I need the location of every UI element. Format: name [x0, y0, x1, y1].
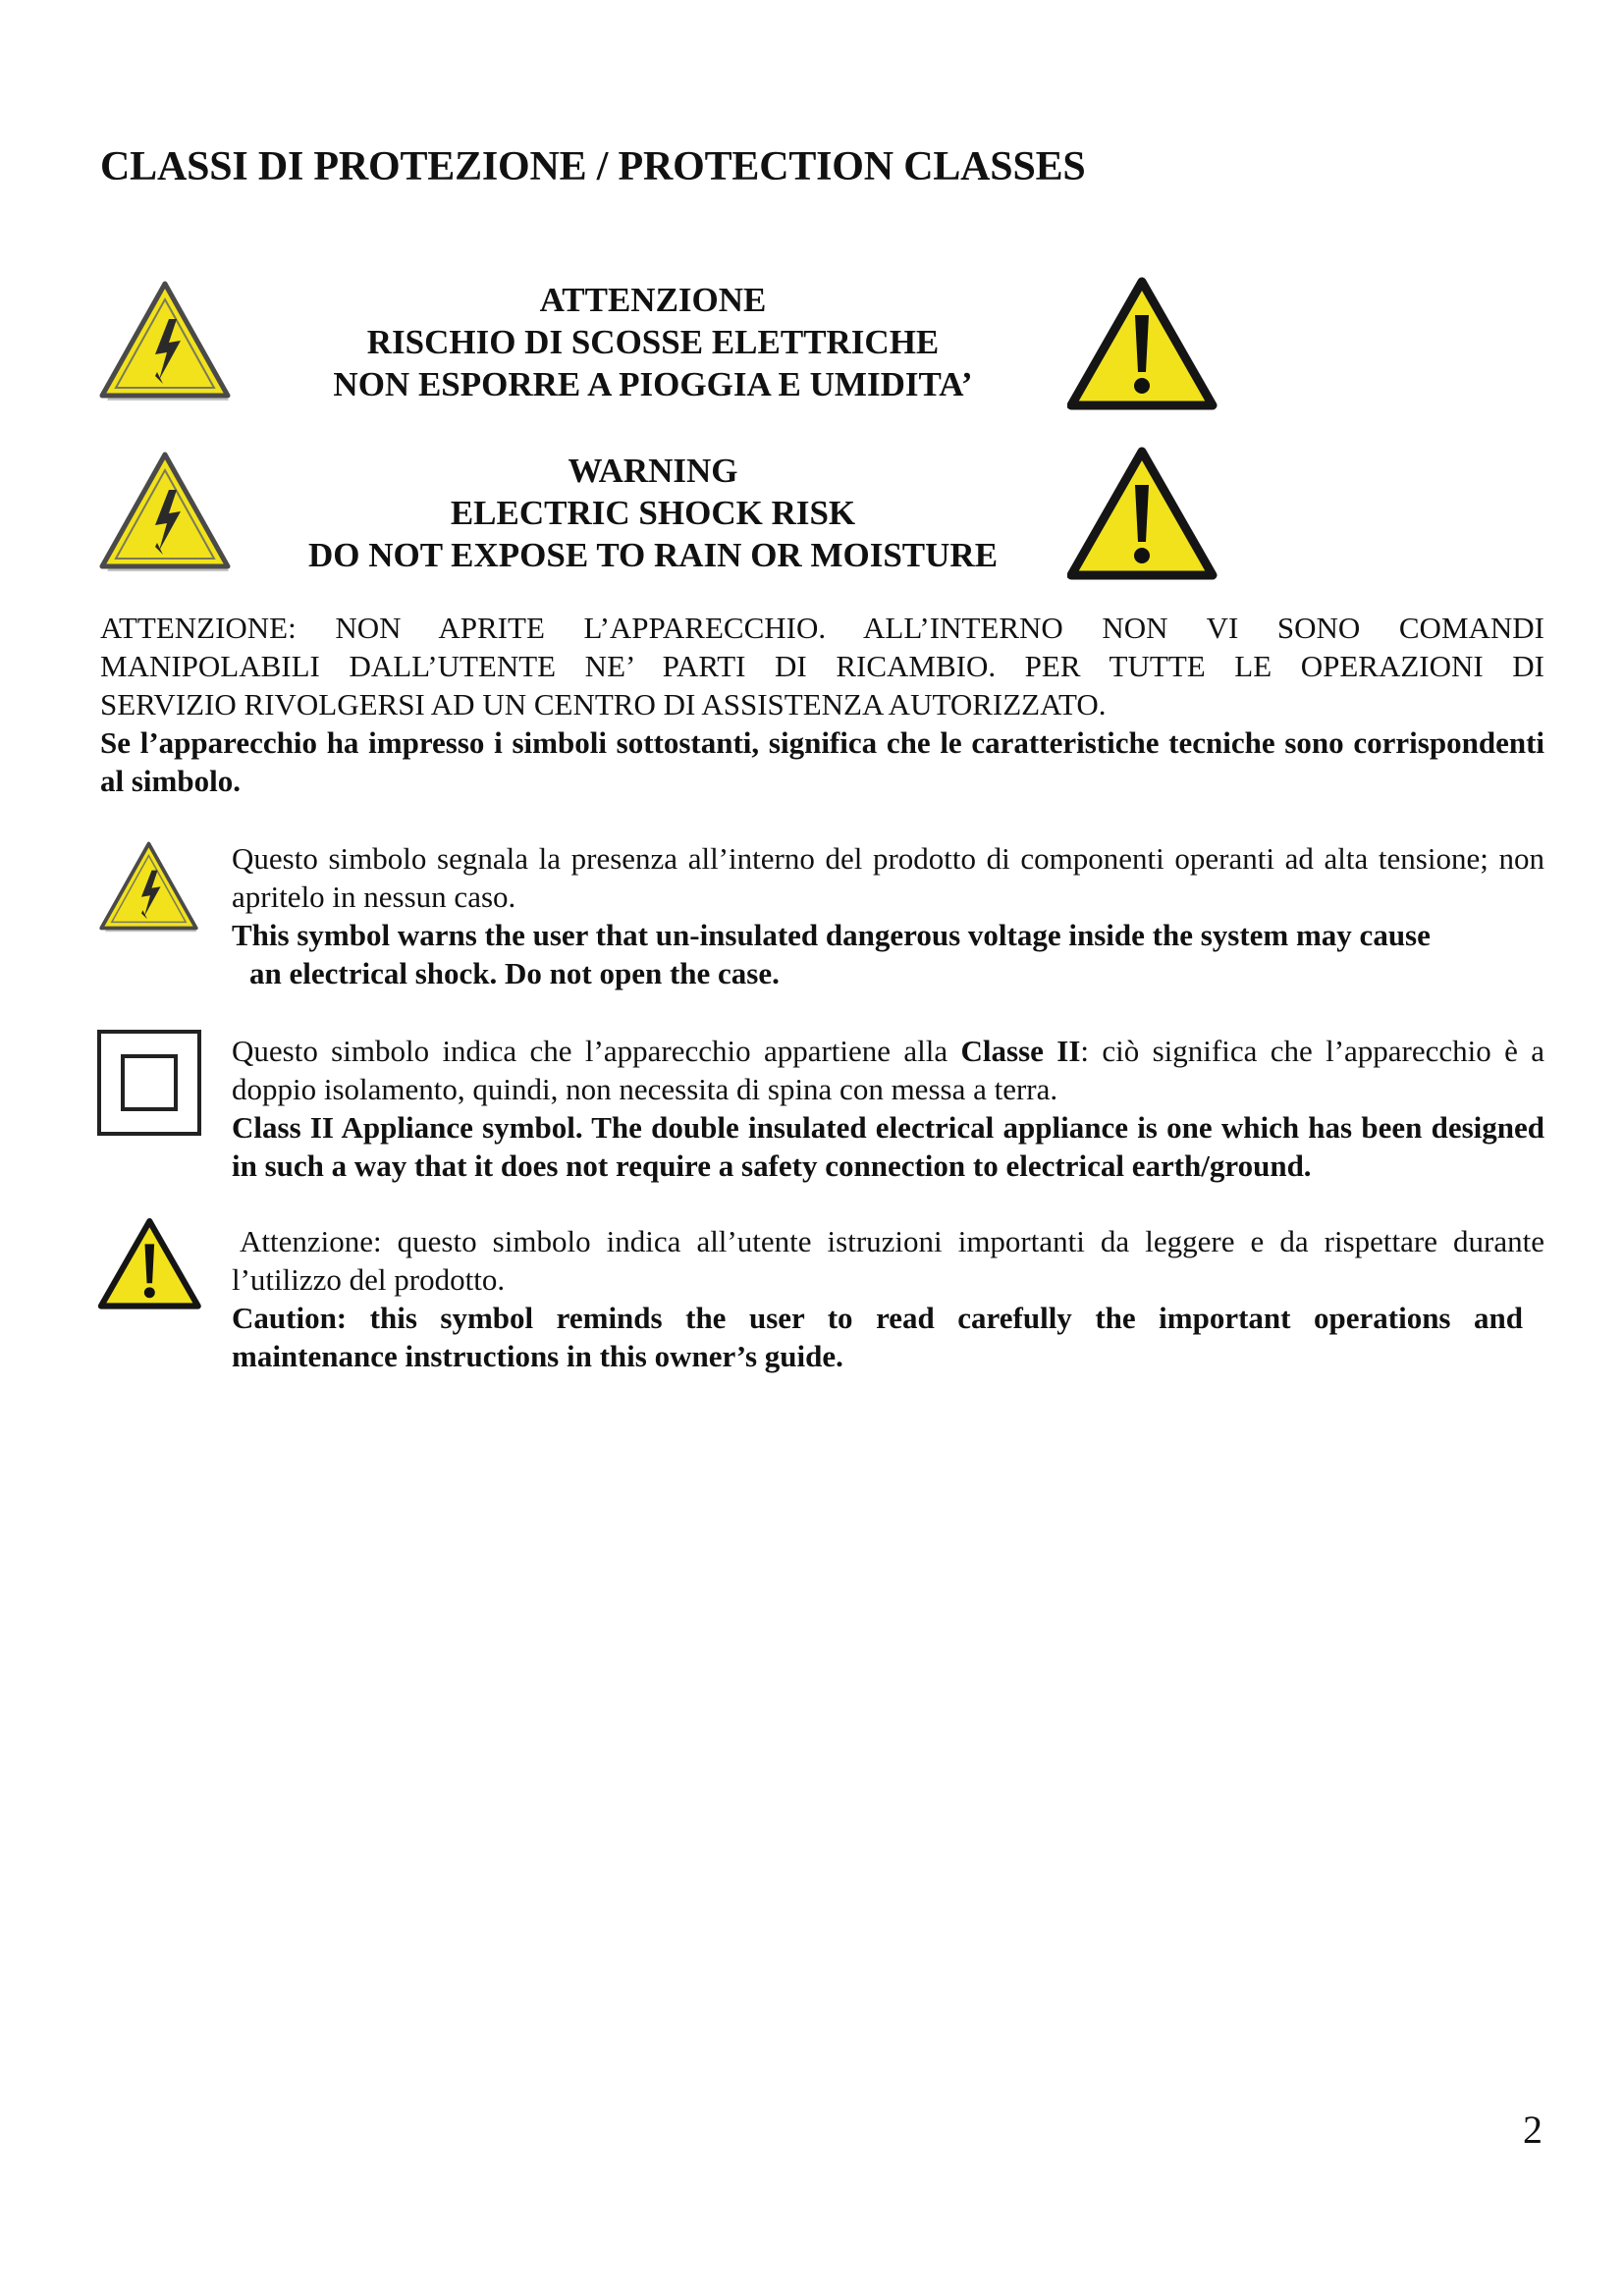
shock-symbol-it: Questo simbolo segnala la presenza all’interno del prodotto di componenti operanti ad alta tensione; non apritelo in nessun caso. — [232, 841, 1544, 914]
shock-symbol-en-line1: This symbol warns the user that un-insulated dangerous voltage inside the system may cause — [232, 918, 1431, 952]
warning-it-line1: ATTENZIONE — [539, 281, 767, 319]
class-ii-double-insulation-icon — [96, 1029, 202, 1137]
exclamation-warning-icon-en — [1067, 446, 1218, 583]
warning-it-line2: RISCHIO DI SCOSSE ELETTRICHE — [366, 323, 940, 361]
notice-line1: ATTENZIONE: NON APRITE L’APPARECCHIO. ALL’INTERNO NON VI SONO COMANDI — [100, 611, 1544, 645]
notice-paragraph — [100, 609, 1544, 800]
notice-bold: Se l’apparecchio ha impresso i simboli sottostanti, significa che le caratteristiche tecniche sono corrispondenti al simbolo. — [100, 725, 1544, 798]
notice-line2: MANIPOLABILI DALL’UTENTE NE’ PARTI DI RICAMBIO. PER TUTTE LE OPERAZIONI DI — [100, 649, 1544, 683]
class2-it-before: Questo simbolo indica che l’apparecchio appartiene alla — [232, 1034, 961, 1068]
caution-symbol-en-line1: Caution: this symbol reminds the user to read carefully the important operations and — [232, 1301, 1523, 1335]
class2-symbol-description — [232, 1032, 1544, 1185]
caution-symbol-it: Attenzione: questo simbolo indica all’utente istruzioni importanti da leggere e da rispettare durante l’utilizzo del prodotto. — [232, 1224, 1544, 1297]
warning-en-line2: ELECTRIC SHOCK RISK — [450, 494, 856, 532]
warning-en-line1: WARNING — [568, 452, 738, 490]
page-number: 2 — [1523, 2108, 1543, 2152]
class2-symbol-en: Class II Appliance symbol. The double insulated electrical appliance is one which has been designed in such a way that it does not require a safety connection to electrical earth/ground. — [232, 1110, 1544, 1183]
warning-it-line3: NON ESPORRE A PIOGGIA E UMIDITA’ — [333, 365, 973, 403]
page-title: CLASSI DI PROTEZIONE / PROTECTION CLASSES — [100, 144, 1086, 189]
shock-symbol-en-line2: an electrical shock. Do not open the case. — [249, 956, 780, 990]
shock-symbol-description — [232, 839, 1544, 992]
caution-symbol-description — [232, 1222, 1544, 1375]
warning-en-block — [245, 450, 1060, 576]
shock-warning-icon-it — [98, 278, 236, 405]
warning-it-block — [245, 279, 1060, 405]
shock-symbol-icon — [98, 839, 202, 935]
warning-en-line3: DO NOT EXPOSE TO RAIN OR MOISTURE — [307, 536, 999, 574]
class2-it-bold: Classe II — [960, 1034, 1081, 1068]
caution-exclamation-icon — [98, 1217, 202, 1311]
caution-symbol-en-line2: maintenance instructions in this owner’s guide. — [232, 1339, 843, 1373]
exclamation-warning-icon-it — [1067, 276, 1218, 413]
class2-symbol-it — [232, 1032, 1544, 1108]
shock-warning-icon-en — [98, 449, 236, 576]
notice-line3: SERVIZIO RIVOLGERSI AD UN CENTRO DI ASSISTENZA AUTORIZZATO. — [100, 687, 1107, 721]
class2-it-after: : ciò significa che l’apparecchio è a doppio isolamento, quindi, non necessita di spina con messa a terra. — [232, 1034, 1545, 1106]
